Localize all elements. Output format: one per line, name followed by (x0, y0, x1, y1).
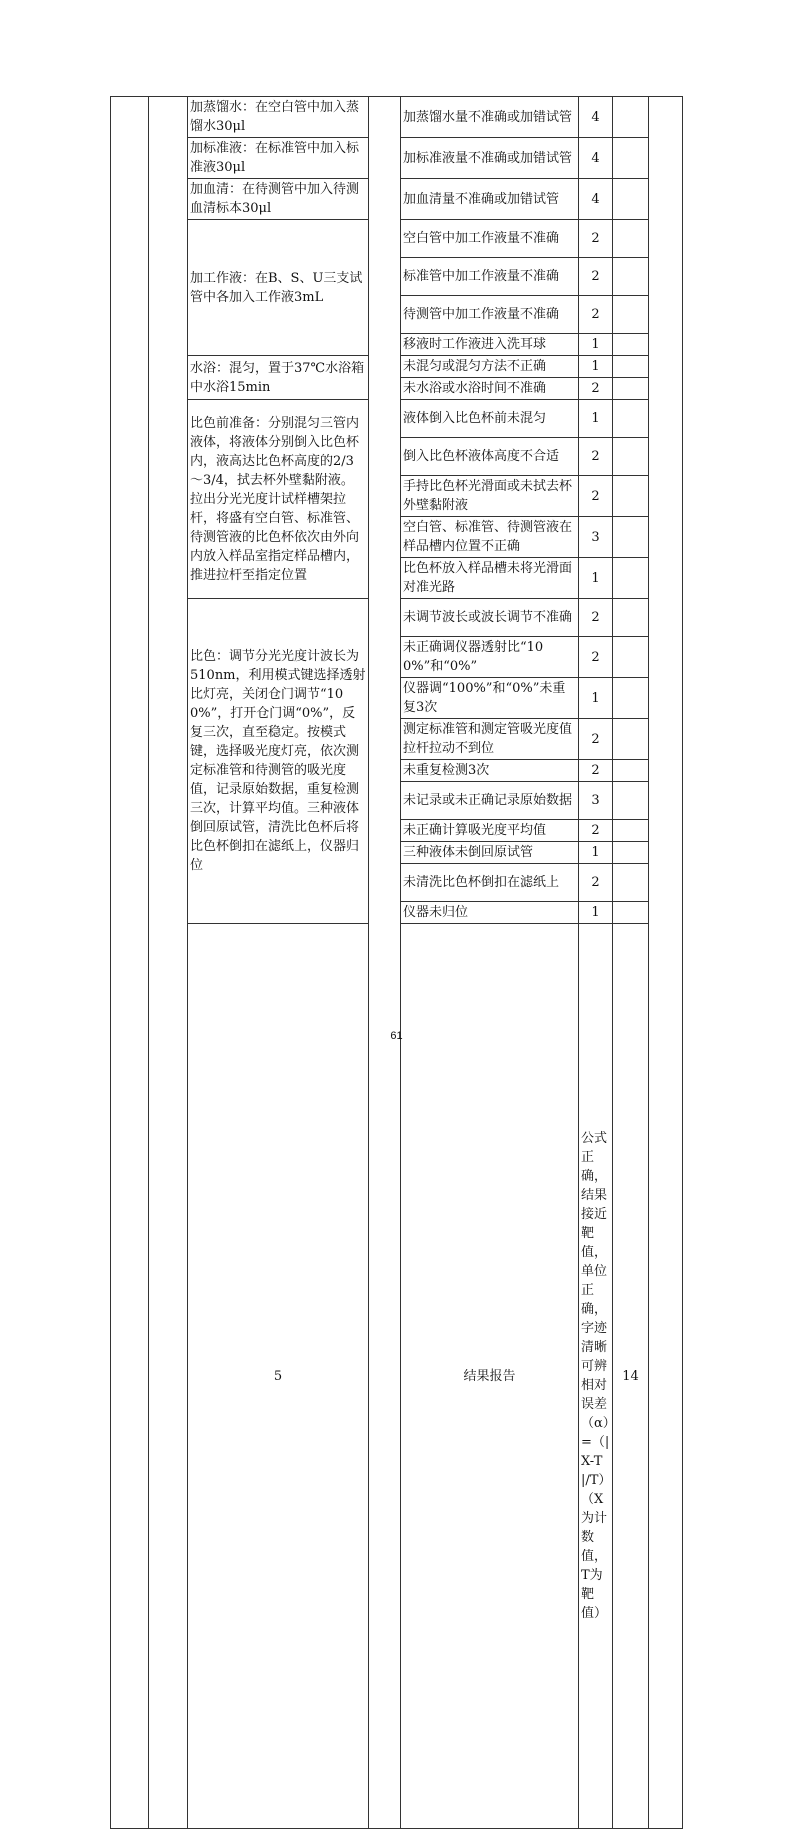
step-text: 水浴：混匀，置于37℃水浴箱中水浴15min (188, 356, 369, 400)
deduction-score: 4 (579, 179, 613, 220)
table-row (111, 97, 683, 138)
error-text: 仪器调“100%”和“0%”未重复3次 (401, 678, 579, 719)
deduction-score: 1 (579, 356, 613, 378)
deduction-blank (613, 517, 649, 558)
deduction-score: 2 (579, 760, 613, 782)
step-text: 比色：调节分光光度计波长为510nm，利用模式键选择透射比灯亮，关闭仓门调节“100%”，打开仓门调“0%”，反复三次，直至稳定。按模式键，选择吸光度灯亮，依次测定标准管和待测管的吸光度值，记录原始数据，重复检测三次，计算平均值。三种液体倒回原试管，清洗比色杯后将比色杯倒扣在滤纸上，仪器归位 (188, 599, 369, 924)
step-text: 加血清：在待测管中加入待测血清标本30μl (188, 179, 369, 220)
deduction-score: 1 (579, 400, 613, 438)
deduction-blank (613, 334, 649, 356)
error-text: 待测管中加工作液量不准确 (401, 296, 579, 334)
error-text: 仪器未归位 (401, 902, 579, 924)
standard-line: （X为计数值，T为靶值） (581, 1492, 608, 1621)
deduction-score: 2 (579, 258, 613, 296)
deduction-score: 1 (579, 558, 613, 599)
remark-cell (649, 97, 683, 1829)
deduction-blank (613, 179, 649, 220)
deduction-score: 1 (579, 334, 613, 356)
error-text: 未正确调仪器透射比“100%”和“0%” (401, 637, 579, 678)
scoring-table (110, 96, 683, 1829)
section-number-cell (111, 97, 149, 1829)
deduction-score: 2 (579, 719, 613, 760)
deduction-blank (613, 138, 649, 179)
deduction-score: 2 (579, 820, 613, 842)
deduction-blank (613, 220, 649, 258)
deduction-blank (613, 782, 649, 820)
error-text: 未水浴或水浴时间不准确 (401, 378, 579, 400)
error-text: 倒入比色杯液体高度不合适 (401, 438, 579, 476)
error-text: 移液时工作液进入洗耳球 (401, 334, 579, 356)
deduction-score: 2 (579, 637, 613, 678)
deduction-blank (613, 378, 649, 400)
step-text: 加蒸馏水：在空白管中加入蒸馏水30μl (188, 97, 369, 138)
deduction-blank (613, 296, 649, 334)
section-total-cell (369, 97, 401, 1829)
deduction-score: 2 (579, 599, 613, 637)
deduction-score: 2 (579, 864, 613, 902)
deduction-score: 4 (579, 138, 613, 179)
deduction-score: 2 (579, 378, 613, 400)
deduction-blank (613, 356, 649, 378)
deduction-score: 2 (579, 296, 613, 334)
deduction-blank (613, 476, 649, 517)
deduction-blank (613, 864, 649, 902)
deduction-score: 3 (579, 517, 613, 558)
error-text: 三种液体未倒回原试管 (401, 842, 579, 864)
section-number: 5 (188, 924, 369, 1829)
deduction-blank (613, 760, 649, 782)
deduction-score: 4 (579, 97, 613, 138)
error-text: 比色杯放入样品槽未将光滑面对准光路 (401, 558, 579, 599)
error-text: 空白管中加工作液量不准确 (401, 220, 579, 258)
error-text: 未记录或未正确记录原始数据 (401, 782, 579, 820)
error-text: 测定标准管和测定管吸光度值拉杆拉动不到位 (401, 719, 579, 760)
page-number: 61 (390, 1030, 403, 1042)
error-text: 加血清量不准确或加错试管 (401, 179, 579, 220)
deduction-blank (613, 400, 649, 438)
deduction-blank (613, 637, 649, 678)
deduction-score: 2 (579, 476, 613, 517)
deduction-blank (613, 558, 649, 599)
deduction-score: 2 (579, 220, 613, 258)
standard-line: 公式正确，结果接近靶值，单位正确，字迹清晰可辨 (581, 1131, 608, 1374)
error-text: 液体倒入比色杯前未混匀 (401, 400, 579, 438)
error-text: 未混匀或混匀方法不正确 (401, 356, 579, 378)
error-text: 空白管、标准管、待测管液在样品槽内位置不正确 (401, 517, 579, 558)
error-text: 手持比色杯光滑面或未拭去杯外壁黏附液 (401, 476, 579, 517)
deduction-blank (613, 599, 649, 637)
error-text: 未重复检测3次 (401, 760, 579, 782)
deduction-blank (613, 902, 649, 924)
error-text: 未正确计算吸光度平均值 (401, 820, 579, 842)
step-text: 比色前准备：分别混匀三管内液体，将液体分别倒入比色杯内，液高达比色杯高度的2/3～3/4，拭去杯外壁黏附液。拉出分光光度计试样槽架拉杆，将盛有空白管、标准管、待测管液的比色杯依次由外向内放入样品室指定样品槽内，推进拉杆至指定位置 (188, 400, 369, 599)
deduction-score: 2 (579, 438, 613, 476)
step-text: 加标准液：在标准管中加入标准液30μl (188, 138, 369, 179)
error-text: 未清洗比色杯倒扣在滤纸上 (401, 864, 579, 902)
deduction-blank (613, 438, 649, 476)
deduction-score: 1 (579, 902, 613, 924)
deduction-score: 1 (579, 842, 613, 864)
section-item-cell (149, 97, 188, 1829)
deduction-blank (613, 842, 649, 864)
error-text: 加标准液量不准确或加错试管 (401, 138, 579, 179)
deduction-blank (613, 258, 649, 296)
step-text (579, 924, 613, 1829)
section-item-title: 结果报告 (401, 924, 579, 1829)
deduction-score: 1 (579, 678, 613, 719)
section-total: 14 (613, 924, 649, 1829)
deduction-blank (613, 719, 649, 760)
standard-line: 相对误差（α）=（|X-T|/T） (581, 1378, 612, 1488)
error-text: 标准管中加工作液量不准确 (401, 258, 579, 296)
step-text: 加工作液：在B、S、U三支试管中各加入工作液3mL (188, 220, 369, 356)
error-text: 加蒸馏水量不准确或加错试管 (401, 97, 579, 138)
error-text: 未调节波长或波长调节不准确 (401, 599, 579, 637)
deduction-score: 3 (579, 782, 613, 820)
deduction-blank (613, 97, 649, 138)
deduction-blank (613, 820, 649, 842)
deduction-blank (613, 678, 649, 719)
